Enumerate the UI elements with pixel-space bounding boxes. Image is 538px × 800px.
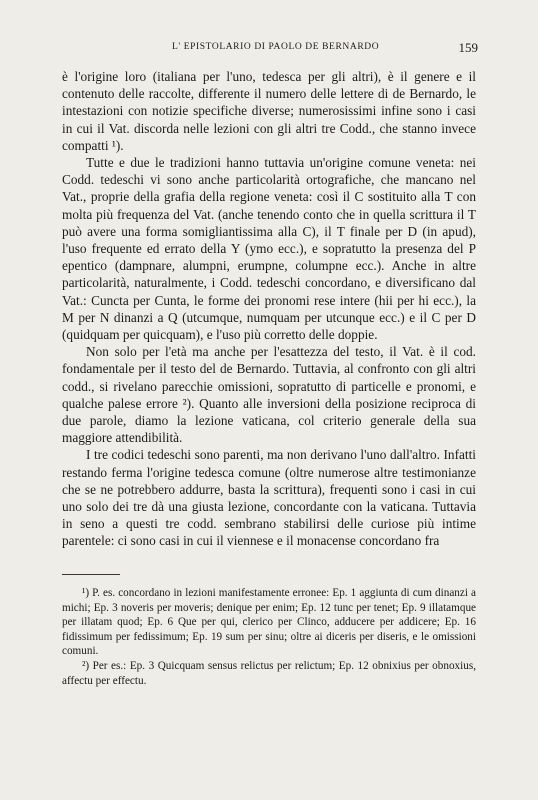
- running-title: L' EPISTOLARIO DI PAOLO DE BERNARDO: [172, 42, 380, 52]
- main-text: [62, 68, 476, 550]
- paragraph-1: è l'origine loro (italiana per l'uno, tedesca per gli altri), è il genere e il contenuto delle raccolte, differente il numero delle lettere di de Bernardo, le intestazioni con notizie specifiche diverse; numerosissimi infine sono i casi in cui il Vat. discorda nelle lezioni con gli altri tre Codd., che stanno invece compatti ¹).: [62, 69, 476, 153]
- running-header: [60, 38, 478, 54]
- paragraph-4: I tre codici tedeschi sono parenti, ma non derivano l'uno dall'altro. Infatti restando ferma l'origine tedesca comune (oltre numerose altre testimonianze che se ne potrebbero addurre, basta la scrittura), frequenti sono i casi in cui uno solo dei tre dà una giusta lezione, concordante con la vaticana. Tuttavia in seno a questi tre codd. sembrano stabilirsi delle curiose più intime parentele: ci sono casi in cui il viennese e il monacense concordano fra: [62, 447, 476, 549]
- paragraph-3: Non solo per l'età ma anche per l'esattezza del testo, il Vat. è il cod. fondamentale per il testo del de Bernardo. Tuttavia, al confronto con gli altri codd., si rivelano parecchie omissioni, sopratutto di particelle e pronomi, e qualche palese errore ²). Quanto alle inversioni della posizione reciproca di due parole, diamo la lezione vaticana, col criterio generale della sua maggiore attendibilità.: [62, 344, 476, 446]
- paragraph-2: Tutte e due le tradizioni hanno tuttavia un'origine comune veneta: nei Codd. tedeschi vi sono anche particolarità ortografiche, che mancano nel Vat., proprie della grafia della regione veneta: così il C sostituito alla T con molta più frequenza del Vat. (anche tenendo conto che in quella scrittura il T può avere una forma somigliantissima alla C), il T finale per D (in apud), l'uso frequente ed errato della Y (ymo ecc.), e sopratutto la presenza del P epentico (dampnare, alumpni, erumpne, columpne ecc.). Anche in altre particolarità, naturalmente, i Codd. tedeschi concordano, e diversificano dal Vat.: Cuncta per Cunta, le forme dei pronomi rese intere (hii per hi ecc.), la M per N dinanzi a Q (utcumque, numquam per utcunque ecc.) e il C per D (quidquam per quicquam), e l'uso più corretto delle doppie.: [62, 155, 476, 343]
- footnote-rule: [62, 574, 120, 575]
- page-number: 159: [458, 40, 478, 55]
- footnote-1: ¹) P. es. concordano in lezioni manifestamente erronee: Ep. 1 aggiunta di cum dinanzi a michi; Ep. 3 noveris per moveris; denique per enim; Ep. 12 tunc per tenet; Ep. 9 illatamque per illatam quod; Ep. 6 Que per qui, clerico per Clinco, adducere per addicere; Ep. 16 fidissimum per fedissimum; Ep. 19 sum per sinu; oltre ai diceris per diseris, e le omissioni comuni.: [62, 587, 476, 658]
- footnotes: [62, 586, 476, 688]
- footnote-2: ²) Per es.: Ep. 3 Quicquam sensus relictus per relictum; Ep. 12 obnixius per obnoxius, affectu per effectu.: [62, 659, 476, 687]
